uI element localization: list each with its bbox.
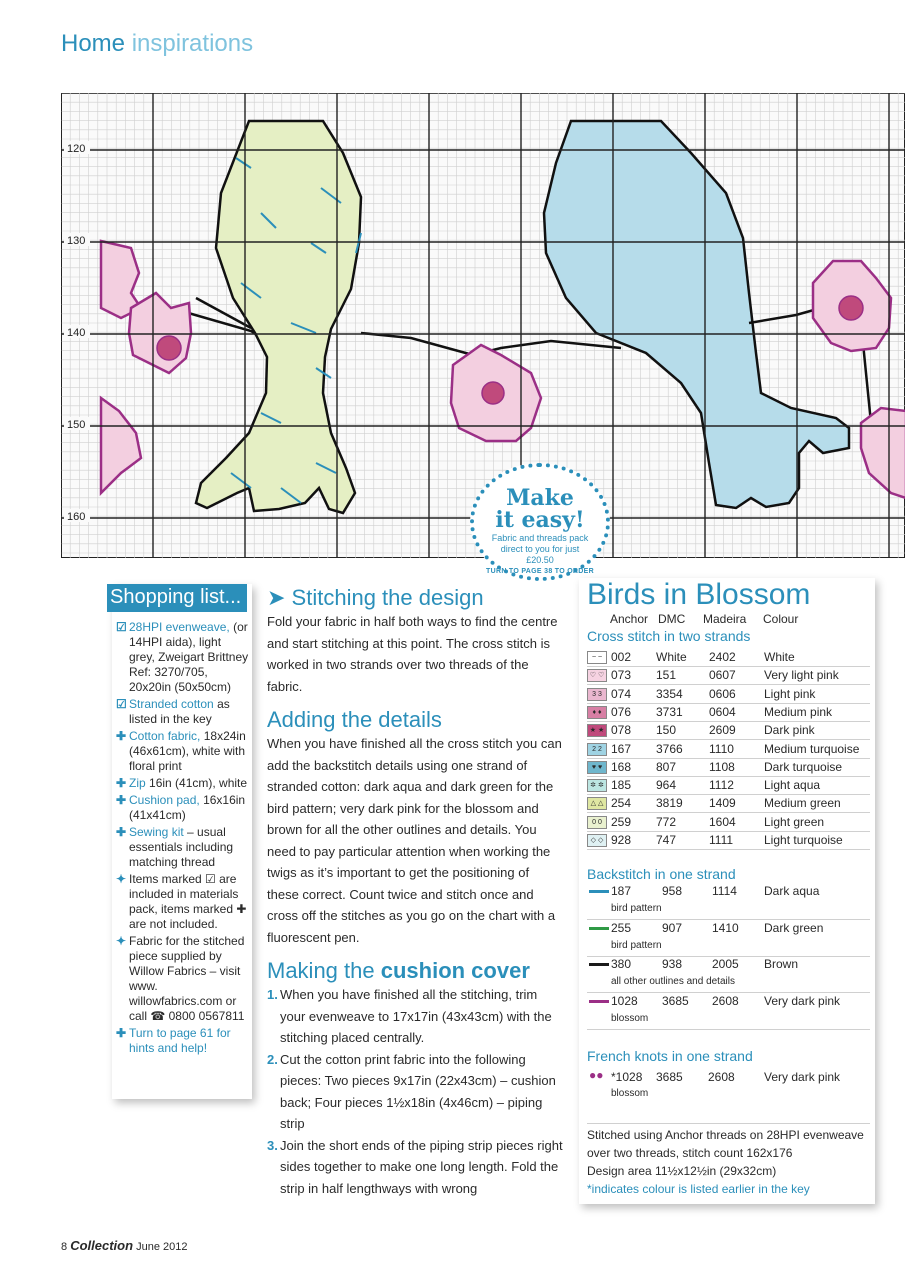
shopping-item [116,776,250,791]
cell-anchor: 255 [611,920,632,935]
step-text: Cut the cotton print fabric into the following pieces: Two pieces 9x17in (22x43cm) – cushion back; Four pieces 1½x18in (4x46cm) – piping strip [280,1051,556,1131]
cross-stitch-row [587,794,870,813]
fk-colour: Very dark pink [764,1070,841,1084]
heading-stitching-text: Stitching the design [291,585,484,610]
cell-dmc: 807 [656,759,677,774]
row-label: 120 [67,143,86,155]
backstitch-row [587,956,870,993]
step-item [267,1049,563,1135]
cell-colour: Very dark pink [764,993,841,1008]
checkbox-icon: ☑ [116,620,127,634]
plus-icon: ✚ [116,1026,127,1040]
backstitch-row [587,920,870,957]
arrow-icon: ➤ [267,585,292,610]
backstitch-row [587,883,870,920]
shopping-item [116,872,250,932]
issue-date: June 2012 [136,1241,188,1253]
cell-anchor: 259 [611,814,632,829]
cell-anchor: 380 [611,957,632,971]
shopping-item-text: 16in (41cm), white [149,776,248,790]
shopping-item [116,934,250,1024]
swatch-icon: 3 3 [587,688,607,701]
shopping-item-text: 18x24in (46x61cm), white with floral print [129,729,246,773]
step-number: 1. [267,987,278,1002]
cell-colour: Medium turquoise [764,741,860,756]
shopping-list-title: Shopping list... [107,584,247,612]
page-footer [61,1238,187,1253]
cell-anchor: 168 [611,759,632,774]
backstitch-note: bird pattern [611,903,662,914]
key-footer [587,1123,870,1198]
badge-cta: TURN TO PAGE 38 TO ORDER [486,568,594,575]
shopping-item-text: – usual essentials including matching thread [129,825,234,869]
plus-icon: ✚ [116,729,127,743]
star-icon: ✦ [116,872,127,886]
shopping-item-text: Fabric for the stitched piece supplied by Willow Fabrics – visit www. willowfabrics.com or call ☎ 0800 0567811 [129,934,245,1023]
swatch-icon: ~ ~ [587,651,607,664]
shopping-item-lead: Turn to page 61 for hints and help! [129,1026,231,1055]
key-footer-note: *indicates colour is listed earlier in the key [587,1182,810,1196]
swatch-icon: ◇ ◇ [587,834,607,847]
checkbox-icon: ☑ [116,697,127,711]
page-number: 8 [61,1241,68,1253]
step-text: When you have finished all the stitching, trim your evenweave to 17x17in (43x43cm) with the stitching placed centrally. [280,987,552,1045]
section-title-inspirations: inspirations [131,30,254,57]
french-knots-subtitle: French knots in one strand [587,1048,753,1064]
cell-madeira: 1604 [709,814,736,829]
swatch-icon: ★ ★ [587,724,607,737]
cell-colour: Light green [764,814,825,829]
shopping-list [116,620,250,1058]
swatch-icon: ✲ ✲ [587,779,607,792]
shopping-item [116,620,250,695]
para-details: When you have finished all the cross stitch you can add the backstitch details using one strand of stranded cotton: dark aqua and dark green for the bird pattern; very dark pink for the blossom and brown for all the other outlines and details. You need to pay particular attention when working the twigs as it’s important to get the positioning of these correct. Count twice and stitch once and cross off the stitches as you go on the chart with a fluorescent pen. [267,736,562,945]
cell-madeira: 1410 [712,920,739,935]
cross-stitch-row [587,648,870,667]
step-number: 2. [267,1051,278,1067]
cell-dmc: White [656,650,687,664]
cell-dmc: 958 [662,884,683,898]
cell-anchor: 167 [611,741,632,756]
cell-colour: Dark aqua [764,884,820,898]
swatch-icon: 2 2 [587,743,607,756]
col-colour: Colour [763,612,799,626]
col-dmc: DMC [658,612,686,626]
cell-colour: Dark pink [764,723,815,738]
cross-stitch-row [587,666,870,685]
cell-dmc: 907 [662,920,683,935]
heading-making-text: Making the [267,958,381,983]
cell-dmc: 3685 [662,993,689,1008]
para-stitching: Fold your fabric in half both ways to find the centre and start stitching at this point. The cross stitch is worked in two strands over two threads of the fabric. [267,614,558,694]
heading-details: Adding the details [267,707,442,732]
shopping-list-panel [112,584,252,1099]
step-item [267,1135,563,1200]
shopping-item-text: (or 14HPI aida), light grey, Zweigart Brittney Ref: 3270/705, 20x20in (50x50cm) [129,620,249,694]
cell-anchor: 187 [611,884,632,898]
backstitch-note: blossom [611,1012,649,1024]
shopping-item [116,825,250,870]
shopping-item-lead: Cushion pad, [129,793,200,807]
fk-dmc: 3685 [656,1070,683,1084]
cell-dmc: 964 [656,778,677,793]
cross-stitch-subtitle: Cross stitch in two strands [587,628,751,644]
cell-madeira: 1108 [709,759,735,774]
cross-stitch-row [587,685,870,704]
key-panel [579,578,875,1204]
section-title-home: Home [61,30,126,57]
cross-stitch-row [587,776,870,795]
french-knot-row [587,1068,870,1104]
thread-line-icon [589,927,609,930]
cell-colour: Brown [764,957,799,971]
cell-madeira: 2609 [709,723,736,738]
page-header [61,30,253,58]
step-number: 3. [267,1137,278,1153]
heading-making-bold: cushion cover [380,958,530,983]
steps-list [267,984,563,1199]
cross-stitch-row [587,758,870,777]
cell-anchor: 002 [611,650,632,664]
backstitch-subtitle: Backstitch in one strand [587,866,736,882]
cell-madeira: 2402 [709,650,736,664]
star-icon: ✦ [116,934,127,948]
cross-stitch-row [587,813,870,832]
cell-anchor: 073 [611,668,632,683]
cell-colour: Dark green [764,920,824,935]
fk-note: blossom [611,1088,649,1099]
cell-anchor: 074 [611,686,632,701]
shopping-item-lead: 28HPI evenweave, [129,620,230,634]
cell-dmc: 938 [662,957,683,971]
shopping-item [116,793,250,823]
shopping-item-text: as listed in the key [129,697,230,726]
cell-colour: Medium green [764,796,841,811]
cross-stitch-row [587,831,870,850]
key-footer-line2: Design area 11½x12½in (29x32cm) [587,1164,777,1178]
shopping-item [116,1026,250,1056]
cell-dmc: 3731 [656,704,683,719]
swatch-icon: ♡ ♡ [587,669,607,682]
swatch-icon: ♦ ♦ [587,706,607,719]
shopping-item-text: 16x16in (41x41cm) [129,793,246,822]
cross-stitch-row [587,703,870,722]
cell-madeira: 1409 [709,796,736,811]
cell-anchor: 076 [611,704,632,719]
backstitch-row [587,993,870,1030]
col-madeira: Madeira [703,612,747,626]
cell-madeira: 1112 [709,778,734,793]
cell-colour: Dark turquoise [764,759,843,774]
cell-dmc: 747 [656,833,677,847]
cell-colour: Light pink [764,686,816,701]
cell-madeira: 1111 [709,833,734,847]
cell-colour: Light aqua [764,778,821,793]
swatch-icon: ♥ ♥ [587,761,607,774]
backstitch-note: all other outlines and details [611,976,735,987]
shopping-item-lead: Sewing kit [129,825,184,839]
plus-icon: ✚ [116,825,127,839]
cell-anchor: 928 [611,833,632,847]
cell-dmc: 3819 [656,796,683,811]
row-label: 130 [67,235,86,247]
badge-text: Fabric and threads pack direct to you for just £20.50 [491,533,589,565]
cell-madeira: 1114 [712,884,737,898]
cell-madeira: 2005 [712,957,739,971]
row-label: 140 [67,327,86,339]
shopping-item-text: Items marked ☑ are included in materials pack, items marked ✚ are not included. [129,872,247,931]
thread-line-icon [589,1000,609,1003]
cell-dmc: 3354 [656,686,683,701]
swatch-icon: △ △ [587,797,607,810]
cell-dmc: 150 [656,723,677,738]
cell-anchor: 078 [611,723,632,738]
shopping-item-lead: Cotton fabric, [129,729,201,743]
fk-anchor: *1028 [611,1070,643,1084]
cell-anchor: 1028 [611,993,638,1008]
row-label: 160 [67,511,86,523]
cell-dmc: 772 [656,814,677,829]
plus-icon: ✚ [116,793,127,807]
heading-making [267,958,563,984]
badge-line1: Make [506,485,574,511]
cross-stitch-row [587,721,870,740]
cell-dmc: 151 [656,668,677,683]
row-label: 150 [67,419,86,431]
cell-anchor: 185 [611,778,632,793]
magazine-name: Collection [70,1238,134,1253]
cell-madeira: 0606 [709,686,736,701]
shopping-item [116,729,250,774]
article-column [267,585,563,1199]
thread-line-icon [589,963,609,966]
cell-madeira: 0604 [709,704,736,719]
cell-anchor: 254 [611,796,632,811]
heading-stitching [267,585,563,611]
cell-colour: White [764,650,795,664]
key-footer-line1: Stitched using Anchor threads on 28HPI evenweave over two threads, stitch count 162x176 [587,1128,864,1160]
cross-stitch-row [587,740,870,759]
key-title: Birds in Blossom [587,578,811,611]
shopping-item-lead: Zip [129,776,146,790]
col-anchor: Anchor [610,612,649,626]
swatch-icon: 0 0 [587,816,607,829]
cell-colour: Light turquoise [764,833,843,847]
cell-madeira: 2608 [712,993,739,1008]
cell-colour: Very light pink [764,668,839,683]
make-it-easy-badge[interactable] [470,463,610,581]
cell-dmc: 3766 [656,741,683,756]
badge-line2: it easy! [495,507,585,533]
cell-colour: Medium pink [764,704,833,719]
thread-line-icon [589,890,609,893]
shopping-item [116,697,250,727]
step-text: Join the short ends of the piping strip pieces right sides together to make one long length. Fold the strip in half lengthways with wrong [280,1137,563,1196]
step-item [267,984,563,1049]
plus-icon: ✚ [116,776,127,790]
shopping-item-lead: Stranded cotton [129,697,214,711]
french-knot-icon: ●● [589,1068,604,1082]
cell-madeira: 0607 [709,668,736,683]
backstitch-note: bird pattern [611,939,662,951]
fk-madeira: 2608 [708,1070,735,1084]
cell-madeira: 1110 [709,741,734,756]
